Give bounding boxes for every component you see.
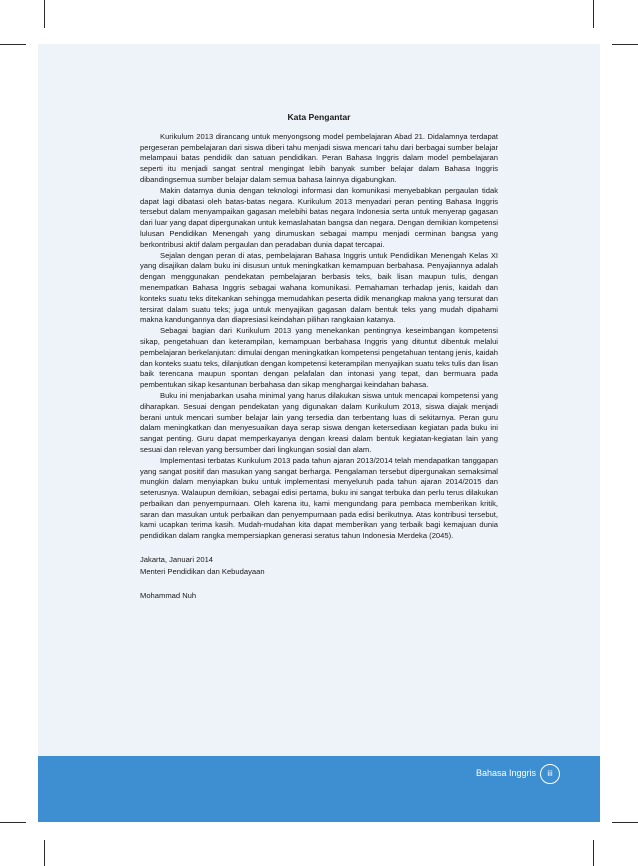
crop-mark — [593, 0, 594, 28]
crop-mark — [44, 840, 45, 866]
place-date: Jakarta, Januari 2014 — [140, 555, 214, 565]
crop-mark — [0, 44, 26, 45]
paragraph: Kurikulum 2013 dirancang untuk menyongsong model pembelajaran Abad 21. Didalamnya terdapat pergeseran pembelajaran dari siswa diberi tahu menjadi siswa mencari tahu dari berbagai sumber belajar melampaui batas pendidik dan satuan pendidikan. Peran Bahasa Inggris dalam model pembelajaran seperti itu menjadi sangat sentral mengingat lebih banyak sumber belajar dalam Bahasa Inggris dibandingsemua sumber belajar dalam semua bahasa lainnya digabungkan. — [140, 131, 498, 184]
paragraph: Sejalan dengan peran di atas, pembelajaran Bahasa Inggris untuk Pendidikan Menengah Kelas XI yang disajikan dalam buku ini disusun untuk meningkatkan kemampuan berbahasa. Penyajiannya adalah dengan menggunakan pendekatan pembelajaran berbasis teks, baik lisan maupun tulis, dengan menempatkan Bahasa Inggris sebagai wahana komunikasi. Pemahaman terhadap jenis, kaidah dan konteks suatu teks ditekankan sehingga memudahkan peserta didik menangkap makna yang tersurat dan tersirat dalam suatu teks; juga untuk menyajikan gagasan dalam bentuk teks yang mudah dipahami makna kandungannya dan diapresiasi keindahan pilihan rangkaian katanya. — [140, 250, 498, 325]
paragraph: Implementasi terbatas Kurikulum 2013 pada tahun ajaran 2013/2014 telah mendapatkan tanggapan yang sangat positif dan masukan yang sangat berharga. Pengalaman tersebut dipergunakan semaksimal mungkin dalam menyiapkan buku untuk implementasi menyeluruh pada tahun ajaran 2014/2015 dan seterusnya. Walaupun demikian, sebagai edisi pertama, buku ini sangat terbuka dan perlu terus dilakukan perbaikan dan penyempurnaan. Oleh karena itu, kami mengundang para pembaca memberikan kritik, saran dan masukan untuk perbaikan dan penyempurnaan pada edisi berikutnya. Atas kontribusi tersebut, kami ucapkan terima kasih. Mudah-mudahan kita dapat memberikan yang terbaik bagi kemajuan dunia pendidikan dalam rangka mempersiapkan generasi seratus tahun Indonesia Merdeka (2045). — [140, 455, 498, 541]
crop-mark — [612, 44, 638, 45]
paragraph: Makin datarnya dunia dengan teknologi informasi dan komunikasi menyebabkan pergaulan tidak dapat lagi dibatasi oleh batas-batas negara. Kurikulum 2013 menyadari peran penting Bahasa Inggris tersebut dalam menyampaikan gagasan melebihi batas negara Indonesia serta untuk menyerap gagasan dari luar yang dapat dipergunakan untuk kemaslahatan bangsa dan negara. Dengan demikian kompetensi lulusan Pendidikan Menengah yang dirumuskan sebagai mampu menjadi cerminan bangsa yang berkontribusi aktif dalam pergaulan dan peradaban dunia dapat tercapai. — [140, 185, 498, 249]
page-title: Kata Pengantar — [287, 112, 351, 122]
page-footer — [38, 756, 600, 822]
page-content — [140, 112, 498, 602]
paragraph: Buku ini menjabarkan usaha minimal yang harus dilakukan siswa untuk mencapai kompetensi yang diharapkan. Sesuai dengan pendekatan yang digunakan dalam Kurikulum 2013, siswa diajak menjadi berani untuk mencari sumber belajar lain yang tersedia dan terbentang luas di sekitarnya. Peran guru dalam meningkatkan dan menyesuaikan daya serap siswa dengan ketersediaan kegiatan pada buku ini sangat penting. Guru dapat memperkayanya dengan kreasi dalam bentuk kegiatan-kegiatan lain yang sesuai dan relevan yang bersumber dari lingkungan sosial dan alam. — [140, 390, 498, 454]
signatory-position: Menteri Pendidikan dan Kebudayaan — [140, 567, 265, 577]
book-page — [38, 44, 600, 822]
crop-mark — [0, 822, 26, 823]
crop-mark — [612, 822, 638, 823]
paragraph: Sebagai bagian dari Kurikulum 2013 yang menekankan pentingnya keseimbangan kompetensi sikap, pengetahuan dan keterampilan, kemampuan berbahasa Inggris yang dituntut dibentuk melalui pembelajaran berkelanjutan: dimulai dengan meningkatkan kompetensi pengetahuan tentang jenis, kaidah dan konteks suatu teks, dilanjutkan dengan kompetensi keterampilan menyajikan suatu teks tulis dan lisan baik terencana maupun spontan dengan pelafalan dan intonasi yang tepat, dan bermuara pada pembentukan sikap kesantunan berbahasa dan sikap menghargai keindahan bahasa. — [140, 326, 499, 390]
signature-block — [140, 554, 498, 602]
signatory-name: Mohammad Nuh — [140, 591, 197, 601]
crop-mark — [44, 0, 45, 28]
crop-mark — [593, 840, 594, 866]
page-number-badge: iii — [540, 764, 560, 784]
footer-book-title: Bahasa Inggris — [475, 768, 536, 778]
